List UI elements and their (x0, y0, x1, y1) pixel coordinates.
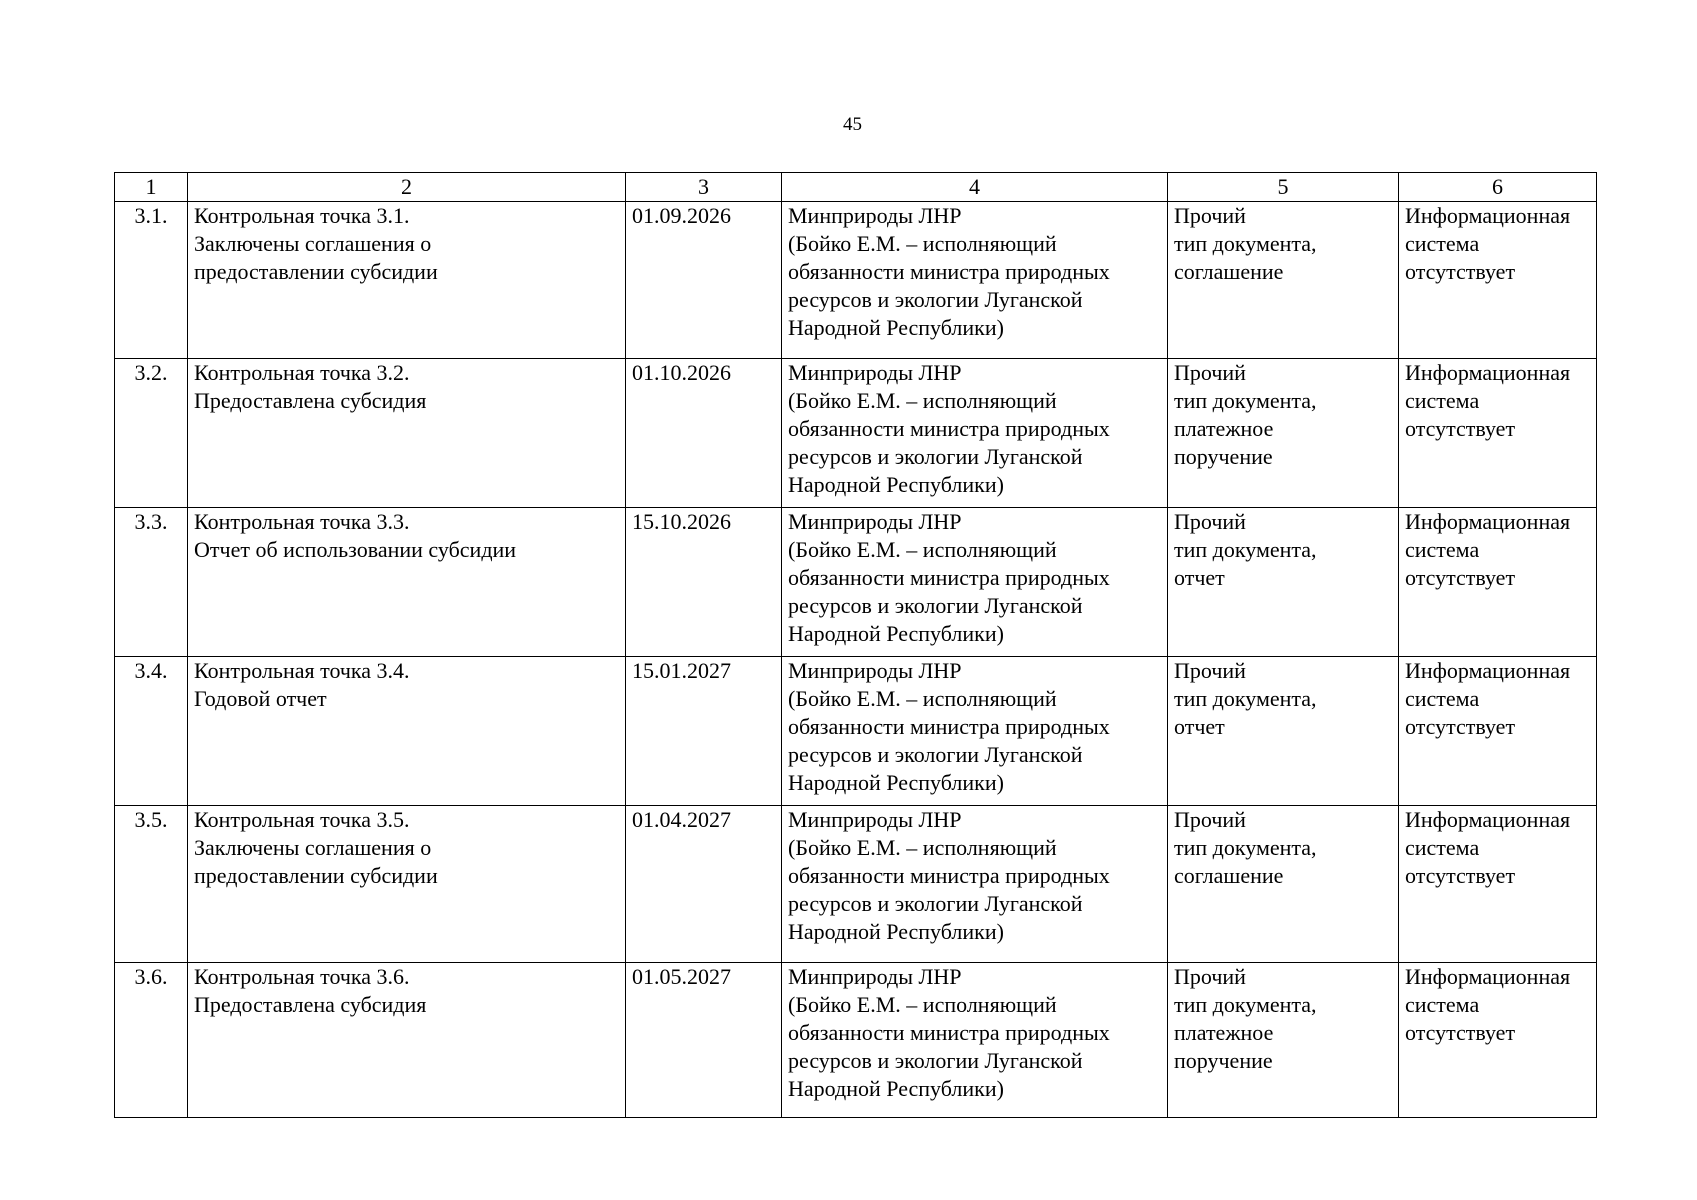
responsible-line: ресурсов и экологии Луганской (788, 1048, 1083, 1073)
document-type-cell (1168, 359, 1399, 508)
control-point-line: Контрольная точка 3.1. (194, 203, 410, 228)
control-point-line: Заключены соглашения о (194, 231, 432, 256)
header-col-3: 3 (626, 173, 782, 202)
header-col-2: 2 (188, 173, 626, 202)
info-system-line: Информационная (1405, 964, 1571, 989)
document-type-line: тип документа, (1174, 992, 1317, 1017)
document-type-cell (1168, 508, 1399, 657)
responsible-line: (Бойко Е.М. – исполняющий (788, 992, 1057, 1017)
info-system-line: система (1405, 835, 1480, 860)
document-type-line: соглашение (1174, 259, 1284, 284)
document-type-line: Прочий (1174, 658, 1246, 683)
page-number: 45 (843, 114, 862, 135)
responsible-line: (Бойко Е.М. – исполняющий (788, 835, 1057, 860)
info-system-line: отсутствует (1405, 1020, 1516, 1045)
control-point-line: Контрольная точка 3.6. (194, 964, 410, 989)
info-system-line: система (1405, 992, 1480, 1017)
responsible-line: Минприроды ЛНР (788, 658, 962, 683)
document-type-cell (1168, 806, 1399, 963)
document-type-line: платежное (1174, 416, 1274, 441)
control-point-cell (188, 202, 626, 359)
info-system-line: отсутствует (1405, 863, 1516, 888)
info-system-cell (1399, 963, 1597, 1118)
info-system-line: Информационная (1405, 658, 1571, 683)
date-cell: 01.05.2027 (626, 963, 782, 1118)
info-system-line: отсутствует (1405, 565, 1516, 590)
responsible-line: ресурсов и экологии Луганской (788, 742, 1083, 767)
control-point-line: Заключены соглашения о (194, 835, 432, 860)
table-row (115, 508, 1597, 657)
info-system-line: Информационная (1405, 203, 1571, 228)
responsible-line: обязанности министра природных (788, 1020, 1110, 1045)
control-point-line: предоставлении субсидии (194, 863, 438, 888)
document-type-cell (1168, 963, 1399, 1118)
control-point-cell (188, 359, 626, 508)
info-system-cell (1399, 806, 1597, 963)
responsible-line: Народной Республики) (788, 919, 1004, 944)
info-system-line: Информационная (1405, 360, 1571, 385)
responsible-line: (Бойко Е.М. – исполняющий (788, 231, 1057, 256)
responsible-line: Минприроды ЛНР (788, 807, 962, 832)
table-row (115, 657, 1597, 806)
document-type-line: поручение (1174, 444, 1273, 469)
responsible-line: Минприроды ЛНР (788, 360, 962, 385)
document-type-line: тип документа, (1174, 231, 1317, 256)
row-number: 3.5. (115, 806, 188, 963)
header-col-6: 6 (1399, 173, 1597, 202)
responsible-line: ресурсов и экологии Луганской (788, 444, 1083, 469)
document-type-line: отчет (1174, 714, 1225, 739)
control-point-line: Предоставлена субсидия (194, 388, 427, 413)
info-system-cell (1399, 657, 1597, 806)
responsible-cell (782, 202, 1168, 359)
document-type-line: соглашение (1174, 863, 1284, 888)
info-system-line: Информационная (1405, 807, 1571, 832)
responsible-line: (Бойко Е.М. – исполняющий (788, 388, 1057, 413)
document-type-cell (1168, 657, 1399, 806)
row-number: 3.3. (115, 508, 188, 657)
document-type-line: Прочий (1174, 964, 1246, 989)
document-type-line: Прочий (1174, 203, 1246, 228)
date-cell: 01.10.2026 (626, 359, 782, 508)
document-type-line: Прочий (1174, 807, 1246, 832)
row-number: 3.6. (115, 963, 188, 1118)
document-type-line: тип документа, (1174, 686, 1317, 711)
responsible-cell (782, 508, 1168, 657)
info-system-cell (1399, 508, 1597, 657)
responsible-line: Народной Республики) (788, 1076, 1004, 1101)
responsible-line: обязанности министра природных (788, 259, 1110, 284)
date-cell: 15.01.2027 (626, 657, 782, 806)
document-type-line: Прочий (1174, 509, 1246, 534)
control-point-line: Контрольная точка 3.2. (194, 360, 410, 385)
table-header-row (115, 173, 1597, 202)
row-number: 3.1. (115, 202, 188, 359)
info-system-line: система (1405, 231, 1480, 256)
control-point-line: Отчет об использовании субсидии (194, 537, 517, 562)
responsible-cell (782, 963, 1168, 1118)
responsible-cell (782, 657, 1168, 806)
control-point-cell (188, 963, 626, 1118)
responsible-line: обязанности министра природных (788, 714, 1110, 739)
control-point-line: Годовой отчет (194, 686, 327, 711)
header-col-4: 4 (782, 173, 1168, 202)
document-type-line: платежное (1174, 1020, 1274, 1045)
info-system-cell (1399, 359, 1597, 508)
date-cell: 01.09.2026 (626, 202, 782, 359)
header-col-5: 5 (1168, 173, 1399, 202)
responsible-line: (Бойко Е.М. – исполняющий (788, 537, 1057, 562)
document-type-cell (1168, 202, 1399, 359)
date-cell: 01.04.2027 (626, 806, 782, 963)
responsible-line: Народной Республики) (788, 315, 1004, 340)
control-point-cell (188, 508, 626, 657)
document-type-line: Прочий (1174, 360, 1246, 385)
table-row (115, 806, 1597, 963)
control-point-line: предоставлении субсидии (194, 259, 438, 284)
document-type-line: тип документа, (1174, 835, 1317, 860)
responsible-line: Минприроды ЛНР (788, 964, 962, 989)
row-number: 3.4. (115, 657, 188, 806)
date-cell: 15.10.2026 (626, 508, 782, 657)
table-row (115, 202, 1597, 359)
responsible-line: ресурсов и экологии Луганской (788, 287, 1083, 312)
control-point-line: Контрольная точка 3.4. (194, 658, 410, 683)
document-type-line: тип документа, (1174, 388, 1317, 413)
responsible-cell (782, 806, 1168, 963)
responsible-line: Народной Республики) (788, 621, 1004, 646)
responsible-line: обязанности министра природных (788, 565, 1110, 590)
responsible-line: ресурсов и экологии Луганской (788, 891, 1083, 916)
responsible-cell (782, 359, 1168, 508)
responsible-line: Минприроды ЛНР (788, 509, 962, 534)
info-system-line: система (1405, 686, 1480, 711)
control-point-line: Предоставлена субсидия (194, 992, 427, 1017)
responsible-line: Минприроды ЛНР (788, 203, 962, 228)
table-row (115, 359, 1597, 508)
row-number: 3.2. (115, 359, 188, 508)
control-point-cell (188, 657, 626, 806)
info-system-cell (1399, 202, 1597, 359)
responsible-line: (Бойко Е.М. – исполняющий (788, 686, 1057, 711)
responsible-line: обязанности министра природных (788, 416, 1110, 441)
responsible-line: Народной Республики) (788, 770, 1004, 795)
document-type-line: поручение (1174, 1048, 1273, 1073)
table-row (115, 963, 1597, 1118)
control-points-table (114, 172, 1597, 1118)
responsible-line: обязанности министра природных (788, 863, 1110, 888)
info-system-line: Информационная (1405, 509, 1571, 534)
control-point-line: Контрольная точка 3.5. (194, 807, 410, 832)
info-system-line: система (1405, 388, 1480, 413)
header-col-1: 1 (115, 173, 188, 202)
document-type-line: тип документа, (1174, 537, 1317, 562)
info-system-line: отсутствует (1405, 259, 1516, 284)
info-system-line: отсутствует (1405, 714, 1516, 739)
control-point-cell (188, 806, 626, 963)
document-type-line: отчет (1174, 565, 1225, 590)
responsible-line: ресурсов и экологии Луганской (788, 593, 1083, 618)
info-system-line: система (1405, 537, 1480, 562)
control-point-line: Контрольная точка 3.3. (194, 509, 410, 534)
responsible-line: Народной Республики) (788, 472, 1004, 497)
info-system-line: отсутствует (1405, 416, 1516, 441)
